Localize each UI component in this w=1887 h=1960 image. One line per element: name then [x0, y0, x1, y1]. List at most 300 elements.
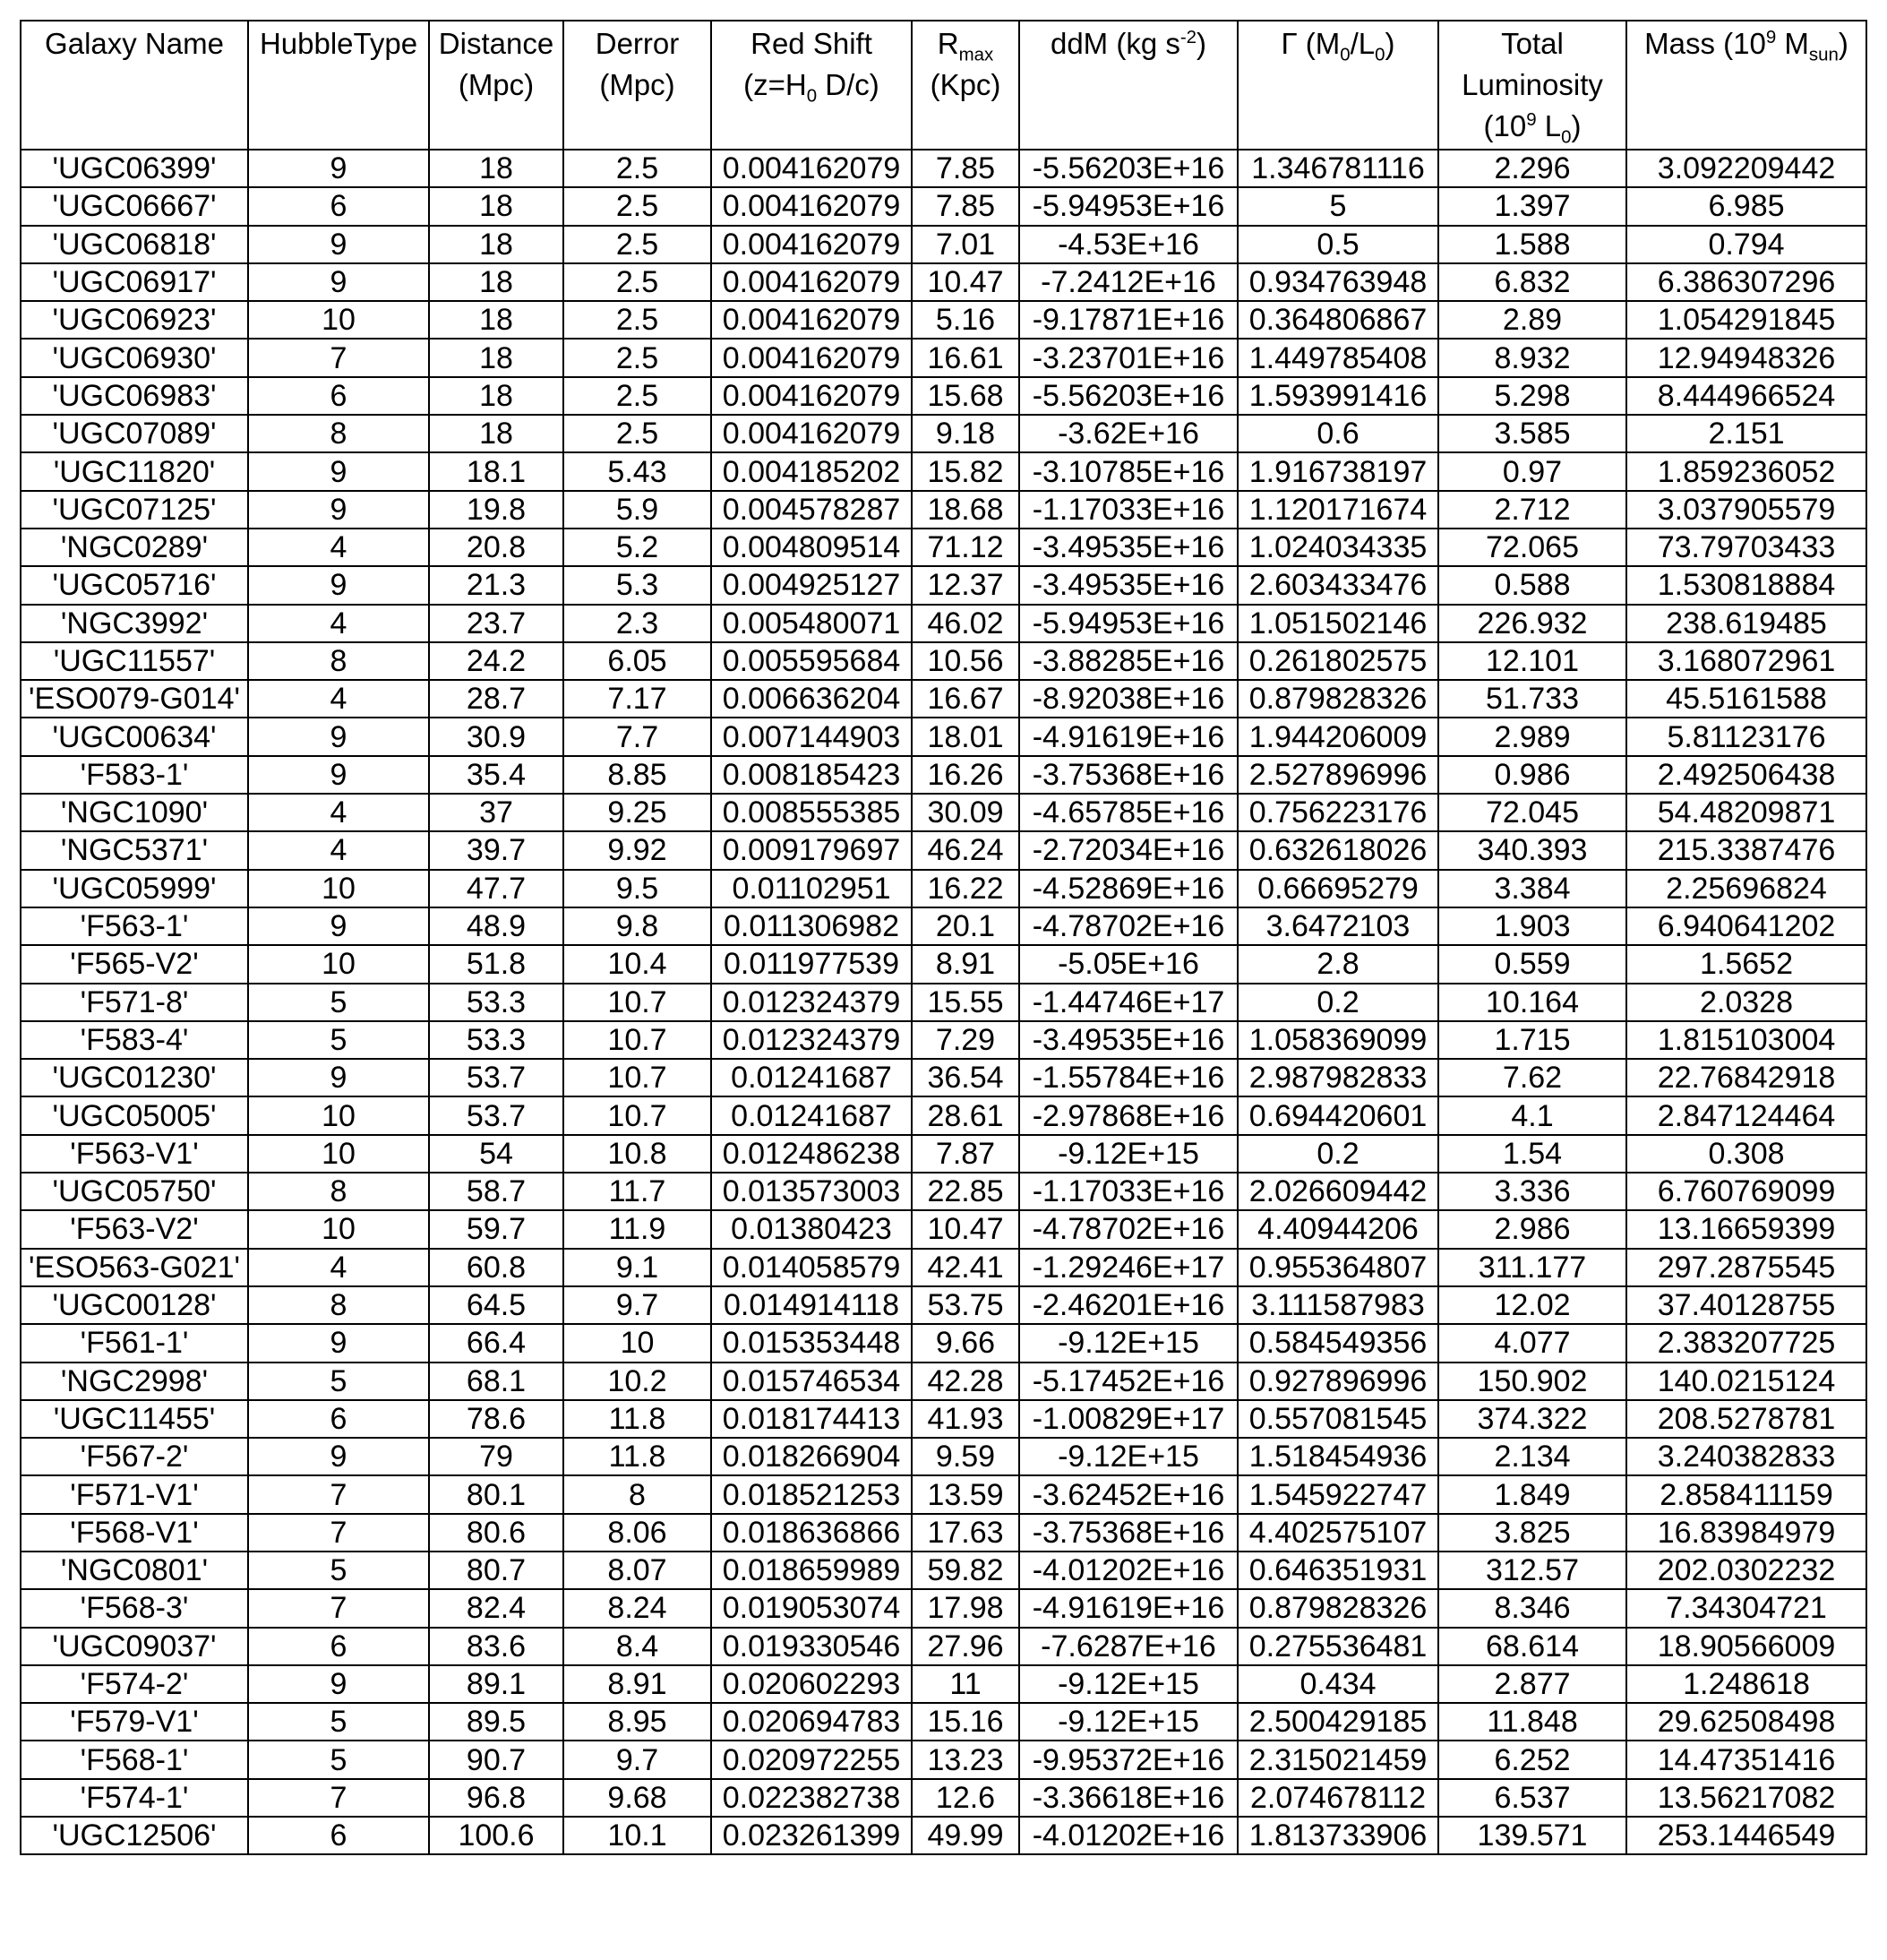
cell-hubble-type: 10 — [248, 301, 429, 339]
galaxy-data-table-container — [20, 20, 1867, 1855]
cell-mass: 238.619485 — [1626, 605, 1866, 642]
cell-red-shift: 0.004162079 — [711, 150, 912, 187]
cell-red-shift: 0.008185423 — [711, 756, 912, 794]
cell-ddm: -5.05E+16 — [1019, 945, 1238, 983]
cell-derror: 5.3 — [563, 566, 711, 604]
cell-galaxy-name: 'F568-3' — [21, 1589, 248, 1627]
cell-hubble-type: 8 — [248, 415, 429, 452]
cell-red-shift: 0.01102951 — [711, 870, 912, 907]
cell-rmax: 15.68 — [912, 377, 1019, 415]
cell-total-luminosity: 226.932 — [1438, 605, 1626, 642]
cell-rmax: 10.47 — [912, 1210, 1019, 1248]
cell-mass: 0.794 — [1626, 226, 1866, 263]
cell-distance: 23.7 — [429, 605, 563, 642]
cell-gamma: 1.051502146 — [1238, 605, 1438, 642]
cell-ddm: -1.17033E+16 — [1019, 1173, 1238, 1210]
cell-mass: 29.62508498 — [1626, 1703, 1866, 1741]
cell-hubble-type: 7 — [248, 339, 429, 376]
cell-mass: 1.248618 — [1626, 1665, 1866, 1703]
cell-distance: 58.7 — [429, 1173, 563, 1210]
cell-distance: 20.8 — [429, 529, 563, 566]
cell-distance: 18 — [429, 150, 563, 187]
table-row — [21, 1779, 1866, 1817]
table-row — [21, 1249, 1866, 1286]
cell-galaxy-name: 'UGC06818' — [21, 226, 248, 263]
cell-galaxy-name: 'F571-8' — [21, 984, 248, 1021]
cell-mass: 13.16659399 — [1626, 1210, 1866, 1248]
cell-red-shift: 0.014914118 — [711, 1286, 912, 1324]
cell-total-luminosity: 2.296 — [1438, 150, 1626, 187]
cell-gamma: 0.5 — [1238, 226, 1438, 263]
cell-mass: 7.34304721 — [1626, 1589, 1866, 1627]
cell-hubble-type: 5 — [248, 1741, 429, 1778]
table-row — [21, 605, 1866, 642]
cell-distance: 60.8 — [429, 1249, 563, 1286]
cell-derror: 9.68 — [563, 1779, 711, 1817]
cell-total-luminosity: 3.336 — [1438, 1173, 1626, 1210]
cell-galaxy-name: 'F563-1' — [21, 907, 248, 945]
cell-rmax: 16.67 — [912, 680, 1019, 718]
cell-mass: 2.151 — [1626, 415, 1866, 452]
table-row — [21, 1173, 1866, 1210]
cell-rmax: 17.63 — [912, 1514, 1019, 1552]
cell-mass: 2.847124464 — [1626, 1096, 1866, 1134]
cell-derror: 7.17 — [563, 680, 711, 718]
cell-red-shift: 0.004809514 — [711, 529, 912, 566]
cell-rmax: 12.37 — [912, 566, 1019, 604]
table-row — [21, 1589, 1866, 1627]
table-row — [21, 756, 1866, 794]
cell-gamma: 2.527896996 — [1238, 756, 1438, 794]
cell-mass: 13.56217082 — [1626, 1779, 1866, 1817]
cell-distance: 18.1 — [429, 452, 563, 490]
cell-ddm: -9.12E+15 — [1019, 1665, 1238, 1703]
table-row — [21, 1514, 1866, 1552]
cell-total-luminosity: 1.588 — [1438, 226, 1626, 263]
cell-ddm: -7.2412E+16 — [1019, 263, 1238, 301]
cell-rmax: 53.75 — [912, 1286, 1019, 1324]
cell-distance: 53.3 — [429, 1021, 563, 1059]
cell-gamma: 0.275536481 — [1238, 1628, 1438, 1665]
cell-ddm: -4.78702E+16 — [1019, 907, 1238, 945]
cell-ddm: -8.92038E+16 — [1019, 680, 1238, 718]
cell-red-shift: 0.004162079 — [711, 187, 912, 225]
cell-galaxy-name: 'UGC05716' — [21, 566, 248, 604]
cell-hubble-type: 10 — [248, 945, 429, 983]
cell-ddm: -9.12E+15 — [1019, 1135, 1238, 1173]
cell-hubble-type: 5 — [248, 1552, 429, 1589]
cell-mass: 253.1446549 — [1626, 1817, 1866, 1854]
cell-gamma: 0.584549356 — [1238, 1324, 1438, 1362]
cell-ddm: -3.36618E+16 — [1019, 1779, 1238, 1817]
cell-galaxy-name: 'F574-2' — [21, 1665, 248, 1703]
cell-distance: 54 — [429, 1135, 563, 1173]
cell-mass: 2.383207725 — [1626, 1324, 1866, 1362]
cell-gamma: 1.944206009 — [1238, 718, 1438, 755]
cell-ddm: -9.12E+15 — [1019, 1703, 1238, 1741]
cell-red-shift: 0.018266904 — [711, 1438, 912, 1475]
cell-galaxy-name: 'UGC09037' — [21, 1628, 248, 1665]
table-row — [21, 301, 1866, 339]
cell-hubble-type: 9 — [248, 907, 429, 945]
cell-total-luminosity: 1.849 — [1438, 1475, 1626, 1513]
cell-red-shift: 0.004162079 — [711, 339, 912, 376]
cell-galaxy-name: 'UGC06667' — [21, 187, 248, 225]
cell-rmax: 7.85 — [912, 150, 1019, 187]
cell-rmax: 36.54 — [912, 1059, 1019, 1096]
cell-ddm: -2.72034E+16 — [1019, 831, 1238, 869]
cell-derror: 8 — [563, 1475, 711, 1513]
cell-galaxy-name: 'F571-V1' — [21, 1475, 248, 1513]
cell-mass: 1.054291845 — [1626, 301, 1866, 339]
cell-total-luminosity: 2.134 — [1438, 1438, 1626, 1475]
header-galaxy-name: Galaxy Name — [21, 21, 248, 150]
cell-gamma: 0.261802575 — [1238, 642, 1438, 680]
cell-hubble-type: 6 — [248, 1628, 429, 1665]
table-row — [21, 339, 1866, 376]
cell-ddm: -3.62E+16 — [1019, 415, 1238, 452]
cell-derror: 11.9 — [563, 1210, 711, 1248]
cell-red-shift: 0.018659989 — [711, 1552, 912, 1589]
cell-gamma: 0.694420601 — [1238, 1096, 1438, 1134]
cell-hubble-type: 9 — [248, 1438, 429, 1475]
cell-mass: 2.0328 — [1626, 984, 1866, 1021]
cell-mass: 3.037905579 — [1626, 491, 1866, 529]
cell-galaxy-name: 'NGC2998' — [21, 1363, 248, 1400]
table-row — [21, 415, 1866, 452]
cell-derror: 2.5 — [563, 263, 711, 301]
cell-rmax: 16.22 — [912, 870, 1019, 907]
cell-rmax: 13.23 — [912, 1741, 1019, 1778]
cell-red-shift: 0.020694783 — [711, 1703, 912, 1741]
cell-total-luminosity: 1.54 — [1438, 1135, 1626, 1173]
cell-ddm: -4.52869E+16 — [1019, 870, 1238, 907]
cell-distance: 100.6 — [429, 1817, 563, 1854]
cell-red-shift: 0.012324379 — [711, 984, 912, 1021]
cell-ddm: -4.91619E+16 — [1019, 718, 1238, 755]
cell-gamma: 0.927896996 — [1238, 1363, 1438, 1400]
cell-galaxy-name: 'NGC0801' — [21, 1552, 248, 1589]
cell-rmax: 12.6 — [912, 1779, 1019, 1817]
cell-red-shift: 0.015746534 — [711, 1363, 912, 1400]
cell-total-luminosity: 2.89 — [1438, 301, 1626, 339]
cell-red-shift: 0.01241687 — [711, 1096, 912, 1134]
cell-red-shift: 0.012324379 — [711, 1021, 912, 1059]
cell-red-shift: 0.018636866 — [711, 1514, 912, 1552]
cell-rmax: 10.56 — [912, 642, 1019, 680]
table-row — [21, 1665, 1866, 1703]
cell-galaxy-name: 'ESO079-G014' — [21, 680, 248, 718]
cell-mass: 6.985 — [1626, 187, 1866, 225]
cell-derror: 10.1 — [563, 1817, 711, 1854]
cell-gamma: 3.111587983 — [1238, 1286, 1438, 1324]
cell-mass: 45.5161588 — [1626, 680, 1866, 718]
cell-total-luminosity: 312.57 — [1438, 1552, 1626, 1589]
cell-derror: 5.9 — [563, 491, 711, 529]
cell-ddm: -3.62452E+16 — [1019, 1475, 1238, 1513]
cell-gamma: 1.518454936 — [1238, 1438, 1438, 1475]
cell-distance: 24.2 — [429, 642, 563, 680]
cell-gamma: 1.813733906 — [1238, 1817, 1438, 1854]
cell-distance: 89.1 — [429, 1665, 563, 1703]
cell-red-shift: 0.012486238 — [711, 1135, 912, 1173]
header-hubble-type: HubbleType — [248, 21, 429, 150]
cell-galaxy-name: 'UGC06983' — [21, 377, 248, 415]
cell-rmax: 15.82 — [912, 452, 1019, 490]
cell-gamma: 1.916738197 — [1238, 452, 1438, 490]
cell-hubble-type: 4 — [248, 794, 429, 831]
cell-hubble-type: 9 — [248, 1324, 429, 1362]
cell-hubble-type: 10 — [248, 1135, 429, 1173]
cell-mass: 0.308 — [1626, 1135, 1866, 1173]
cell-total-luminosity: 6.832 — [1438, 263, 1626, 301]
table-row — [21, 566, 1866, 604]
cell-red-shift: 0.008555385 — [711, 794, 912, 831]
cell-hubble-type: 7 — [248, 1514, 429, 1552]
table-row — [21, 870, 1866, 907]
cell-total-luminosity: 7.62 — [1438, 1059, 1626, 1096]
cell-mass: 14.47351416 — [1626, 1741, 1866, 1778]
cell-gamma: 0.646351931 — [1238, 1552, 1438, 1589]
cell-red-shift: 0.004185202 — [711, 452, 912, 490]
cell-mass: 5.81123176 — [1626, 718, 1866, 755]
cell-distance: 18 — [429, 377, 563, 415]
cell-derror: 10.8 — [563, 1135, 711, 1173]
cell-rmax: 9.66 — [912, 1324, 1019, 1362]
cell-red-shift: 0.007144903 — [711, 718, 912, 755]
cell-red-shift: 0.01380423 — [711, 1210, 912, 1248]
cell-mass: 3.168072961 — [1626, 642, 1866, 680]
table-row — [21, 1552, 1866, 1589]
cell-ddm: -4.01202E+16 — [1019, 1552, 1238, 1589]
cell-galaxy-name: 'F574-1' — [21, 1779, 248, 1817]
cell-total-luminosity: 11.848 — [1438, 1703, 1626, 1741]
cell-gamma: 0.66695279 — [1238, 870, 1438, 907]
cell-gamma: 5 — [1238, 187, 1438, 225]
cell-galaxy-name: 'NGC5371' — [21, 831, 248, 869]
table-row — [21, 1021, 1866, 1059]
cell-total-luminosity: 0.986 — [1438, 756, 1626, 794]
table-header — [21, 21, 1866, 150]
cell-derror: 10.7 — [563, 1021, 711, 1059]
cell-ddm: -3.75368E+16 — [1019, 756, 1238, 794]
cell-galaxy-name: 'UGC11455' — [21, 1400, 248, 1438]
cell-ddm: -4.78702E+16 — [1019, 1210, 1238, 1248]
cell-total-luminosity: 1.903 — [1438, 907, 1626, 945]
cell-red-shift: 0.023261399 — [711, 1817, 912, 1854]
cell-gamma: 4.402575107 — [1238, 1514, 1438, 1552]
cell-mass: 3.240382833 — [1626, 1438, 1866, 1475]
cell-rmax: 46.24 — [912, 831, 1019, 869]
cell-rmax: 7.87 — [912, 1135, 1019, 1173]
cell-hubble-type: 10 — [248, 1096, 429, 1134]
header-row — [21, 21, 1866, 150]
cell-total-luminosity: 340.393 — [1438, 831, 1626, 869]
cell-gamma: 0.955364807 — [1238, 1249, 1438, 1286]
cell-distance: 19.8 — [429, 491, 563, 529]
cell-red-shift: 0.013573003 — [711, 1173, 912, 1210]
cell-mass: 2.25696824 — [1626, 870, 1866, 907]
cell-ddm: -5.56203E+16 — [1019, 377, 1238, 415]
cell-derror: 9.7 — [563, 1286, 711, 1324]
cell-galaxy-name: 'UGC05999' — [21, 870, 248, 907]
cell-derror: 9.92 — [563, 831, 711, 869]
cell-red-shift: 0.004162079 — [711, 377, 912, 415]
cell-galaxy-name: 'UGC07089' — [21, 415, 248, 452]
cell-total-luminosity: 12.101 — [1438, 642, 1626, 680]
cell-ddm: -4.91619E+16 — [1019, 1589, 1238, 1627]
cell-total-luminosity: 3.384 — [1438, 870, 1626, 907]
cell-total-luminosity: 2.712 — [1438, 491, 1626, 529]
cell-hubble-type: 5 — [248, 1703, 429, 1741]
cell-derror: 8.06 — [563, 1514, 711, 1552]
cell-red-shift: 0.022382738 — [711, 1779, 912, 1817]
cell-gamma: 0.879828326 — [1238, 1589, 1438, 1627]
cell-rmax: 9.18 — [912, 415, 1019, 452]
cell-distance: 30.9 — [429, 718, 563, 755]
cell-distance: 37 — [429, 794, 563, 831]
cell-rmax: 30.09 — [912, 794, 1019, 831]
cell-total-luminosity: 139.571 — [1438, 1817, 1626, 1854]
cell-ddm: -9.17871E+16 — [1019, 301, 1238, 339]
table-row — [21, 226, 1866, 263]
cell-galaxy-name: 'NGC1090' — [21, 794, 248, 831]
cell-ddm: -3.75368E+16 — [1019, 1514, 1238, 1552]
cell-ddm: -2.97868E+16 — [1019, 1096, 1238, 1134]
table-row — [21, 680, 1866, 718]
cell-derror: 2.5 — [563, 415, 711, 452]
cell-derror: 10 — [563, 1324, 711, 1362]
cell-galaxy-name: 'F561-1' — [21, 1324, 248, 1362]
cell-rmax: 27.96 — [912, 1628, 1019, 1665]
cell-rmax: 42.41 — [912, 1249, 1019, 1286]
cell-derror: 10.7 — [563, 1096, 711, 1134]
cell-distance: 83.6 — [429, 1628, 563, 1665]
cell-distance: 53.7 — [429, 1059, 563, 1096]
cell-mass: 215.3387476 — [1626, 831, 1866, 869]
cell-red-shift: 0.011977539 — [711, 945, 912, 983]
table-row — [21, 529, 1866, 566]
table-row — [21, 150, 1866, 187]
cell-rmax: 18.68 — [912, 491, 1019, 529]
table-row — [21, 1817, 1866, 1854]
cell-distance: 64.5 — [429, 1286, 563, 1324]
cell-derror: 10.4 — [563, 945, 711, 983]
cell-hubble-type: 9 — [248, 1665, 429, 1703]
cell-ddm: -3.49535E+16 — [1019, 1021, 1238, 1059]
cell-gamma: 2.603433476 — [1238, 566, 1438, 604]
cell-mass: 1.5652 — [1626, 945, 1866, 983]
table-row — [21, 984, 1866, 1021]
cell-mass: 297.2875545 — [1626, 1249, 1866, 1286]
cell-gamma: 1.058369099 — [1238, 1021, 1438, 1059]
cell-distance: 35.4 — [429, 756, 563, 794]
cell-mass: 140.0215124 — [1626, 1363, 1866, 1400]
cell-galaxy-name: 'F563-V2' — [21, 1210, 248, 1248]
cell-gamma: 2.987982833 — [1238, 1059, 1438, 1096]
cell-gamma: 1.024034335 — [1238, 529, 1438, 566]
table-row — [21, 1741, 1866, 1778]
cell-red-shift: 0.014058579 — [711, 1249, 912, 1286]
table-row — [21, 1363, 1866, 1400]
cell-rmax: 49.99 — [912, 1817, 1019, 1854]
cell-rmax: 28.61 — [912, 1096, 1019, 1134]
cell-rmax: 10.47 — [912, 263, 1019, 301]
cell-derror: 5.43 — [563, 452, 711, 490]
cell-ddm: -3.49535E+16 — [1019, 529, 1238, 566]
cell-rmax: 22.85 — [912, 1173, 1019, 1210]
header-rmax: $R_{max}$ (Kpc) — [912, 21, 1019, 150]
cell-derror: 9.5 — [563, 870, 711, 907]
table-row — [21, 452, 1866, 490]
cell-mass: 16.83984979 — [1626, 1514, 1866, 1552]
table-row — [21, 263, 1866, 301]
cell-total-luminosity: 374.322 — [1438, 1400, 1626, 1438]
cell-galaxy-name: 'UGC11820' — [21, 452, 248, 490]
table-row — [21, 831, 1866, 869]
cell-hubble-type: 9 — [248, 566, 429, 604]
cell-total-luminosity: 4.077 — [1438, 1324, 1626, 1362]
cell-mass: 12.94948326 — [1626, 339, 1866, 376]
cell-derror: 2.5 — [563, 150, 711, 187]
cell-derror: 8.91 — [563, 1665, 711, 1703]
table-row — [21, 1628, 1866, 1665]
cell-total-luminosity: 1.715 — [1438, 1021, 1626, 1059]
cell-derror: 8.4 — [563, 1628, 711, 1665]
cell-derror: 2.5 — [563, 187, 711, 225]
table-row — [21, 1475, 1866, 1513]
cell-gamma: 0.364806867 — [1238, 301, 1438, 339]
cell-mass: 2.858411159 — [1626, 1475, 1866, 1513]
cell-distance: 80.7 — [429, 1552, 563, 1589]
cell-galaxy-name: 'F568-V1' — [21, 1514, 248, 1552]
table-row — [21, 907, 1866, 945]
cell-ddm: -1.44746E+17 — [1019, 984, 1238, 1021]
cell-red-shift: 0.004925127 — [711, 566, 912, 604]
cell-derror: 10.2 — [563, 1363, 711, 1400]
cell-derror: 2.5 — [563, 226, 711, 263]
cell-galaxy-name: 'UGC00634' — [21, 718, 248, 755]
cell-galaxy-name: 'UGC06923' — [21, 301, 248, 339]
cell-distance: 18 — [429, 263, 563, 301]
cell-derror: 2.3 — [563, 605, 711, 642]
cell-ddm: -1.55784E+16 — [1019, 1059, 1238, 1096]
table-row — [21, 1438, 1866, 1475]
cell-derror: 8.95 — [563, 1703, 711, 1741]
cell-total-luminosity: 10.164 — [1438, 984, 1626, 1021]
cell-gamma: 0.879828326 — [1238, 680, 1438, 718]
cell-rmax: 59.82 — [912, 1552, 1019, 1589]
table-row — [21, 187, 1866, 225]
cell-derror: 7.7 — [563, 718, 711, 755]
cell-gamma: 2.500429185 — [1238, 1703, 1438, 1741]
cell-distance: 47.7 — [429, 870, 563, 907]
cell-hubble-type: 7 — [248, 1475, 429, 1513]
cell-galaxy-name: 'UGC05750' — [21, 1173, 248, 1210]
cell-gamma: 2.074678112 — [1238, 1779, 1438, 1817]
cell-ddm: -3.49535E+16 — [1019, 566, 1238, 604]
cell-hubble-type: 4 — [248, 529, 429, 566]
cell-total-luminosity: 8.932 — [1438, 339, 1626, 376]
cell-rmax: 42.28 — [912, 1363, 1019, 1400]
header-distance: Distance (Mpc) — [429, 21, 563, 150]
cell-total-luminosity: 12.02 — [1438, 1286, 1626, 1324]
cell-total-luminosity: 68.614 — [1438, 1628, 1626, 1665]
cell-distance: 18 — [429, 339, 563, 376]
cell-galaxy-name: 'F568-1' — [21, 1741, 248, 1778]
cell-red-shift: 0.004578287 — [711, 491, 912, 529]
cell-derror: 9.1 — [563, 1249, 711, 1286]
